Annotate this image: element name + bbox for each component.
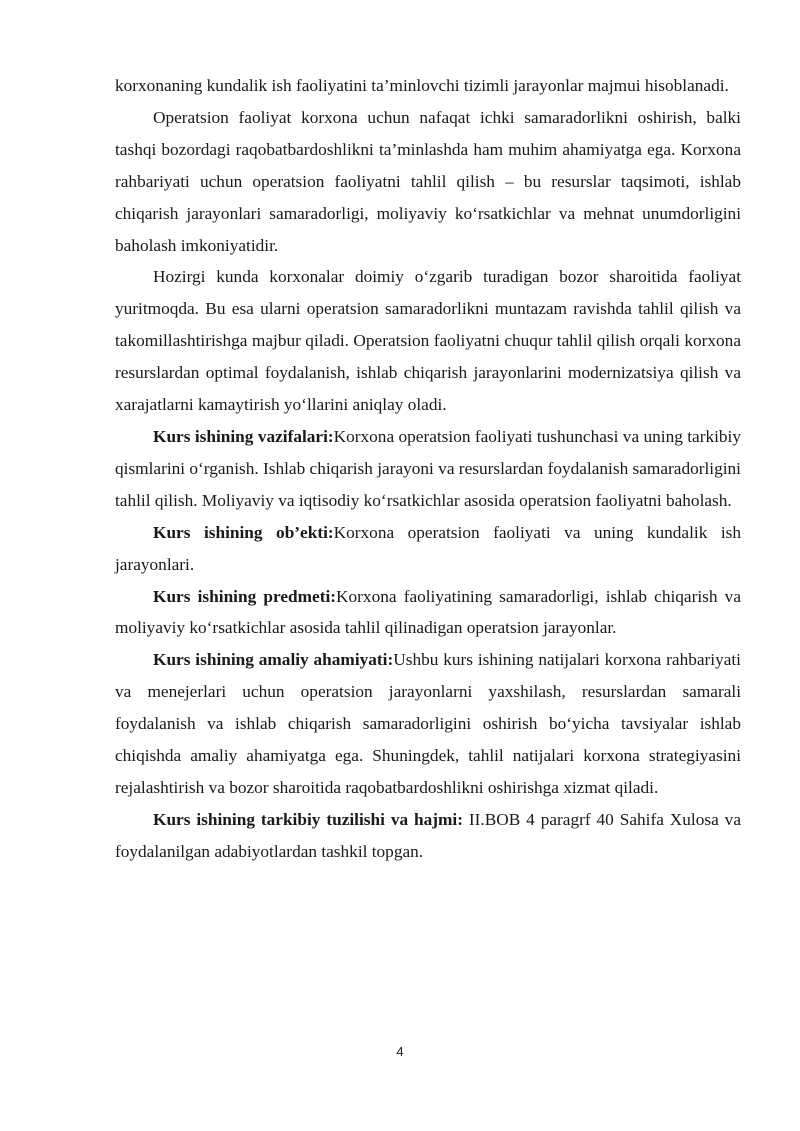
paragraph-text: Korxona faoliyatining samaradorligi, ishlab chiqarish va moliyaviy ko‘rsatkichlar asosida tahlil qilinadigan operatsion jarayonlar. [115, 586, 741, 638]
paragraph-text: II.BOB 4 paragrf 40 Sahifa Xulosa va foydalanilgan adabiyotlardan tashkil topgan. [115, 809, 741, 861]
paragraph-operatsion-faoliyat [115, 102, 741, 262]
paragraph-heading: Kurs ishining vazifalari: [153, 426, 334, 446]
paragraph-text: Operatsion faoliyat korxona uchun nafaqat ichki samaradorlikni oshirish, balki tashqi bozordagi raqobatbardoshlikni ta’minlashda ham muhim ahamiyatga ega. Korxona rahbariyati uchun operatsion faoliyatni tahlil qilish – bu resurslar taqsimoti, ishlab chiqarish jarayonlari samaradorligi, moliyaviy ko‘rsatkichlar va mehnat unumdorligini baholash imkoniyatidir. [115, 107, 741, 255]
paragraph-text: Ushbu kurs ishining natijalari korxona rahbariyati va menejerlari uchun operatsion jarayonlarni yaxshilash, resurslardan samarali foydalanish va ishlab chiqarish samaradorligini oshirish bo‘yicha tavsiyalar ishlab chiqishda amaliy ahamiyatga ega. Shuningdek, tahlil natijalari korxona strategiyasini rejalashtirish va bozor sharoitida raqobatbardoshlikni oshirishga xizmat qiladi. [115, 650, 741, 797]
paragraph-text: Hozirgi kunda korxonalar doimiy o‘zgarib turadigan bozor sharoitida faoliyat yuritmoqda. Bu esa ularni operatsion samaradorlikni muntazam ravishda tahlil qilish va takomillashtirishga majbur qiladi. Operatsion faoliyatni chuqur tahlil qilish orqali korxona resurslardan optimal foydalanish, ishlab chiqarish jarayonlarini modernizatsiya qilish va xarajatlarni kamaytirish yo‘llarini aniqlay oladi. [115, 267, 741, 415]
paragraph-predmeti [115, 581, 741, 645]
document-page [115, 70, 741, 868]
paragraph-heading: Kurs ishining amaliy ahamiyati: [153, 650, 394, 670]
paragraph-heading: Kurs ishining tarkibiy tuzilishi va hajmi: [153, 809, 463, 829]
paragraph-heading: Kurs ishining predmeti: [153, 586, 337, 606]
paragraph-heading: Kurs ishining ob’ekti: [153, 522, 334, 542]
paragraph-hozirgi-kunda [115, 261, 741, 421]
paragraph-text: Korxona operatsion faoliyati tushunchasi va uning tarkibiy qismlarini o‘rganish. Ishlab chiqarish jarayoni va resurslardan foydalanish samaradorligini tahlil qilish. Moliyaviy va iqtisodiy ko‘rsatkichlar asosida operatsion faoliyatni baholash. [115, 426, 741, 510]
paragraph-tarkibiy-tuzilishi [115, 804, 741, 868]
paragraph-text: korxonaning kundalik ish faoliyatini ta’minlovchi tizimli jarayonlar majmui hisoblanadi. [115, 76, 729, 95]
paragraph-continuation [115, 70, 741, 102]
paragraph-text: Korxona operatsion faoliyati va uning kundalik ish jarayonlari. [115, 522, 741, 574]
paragraph-vazifalari [115, 421, 741, 517]
page-number: 4 [396, 1044, 404, 1059]
paragraph-amaliy-ahamiyati [115, 644, 741, 804]
paragraph-obekti [115, 517, 741, 581]
